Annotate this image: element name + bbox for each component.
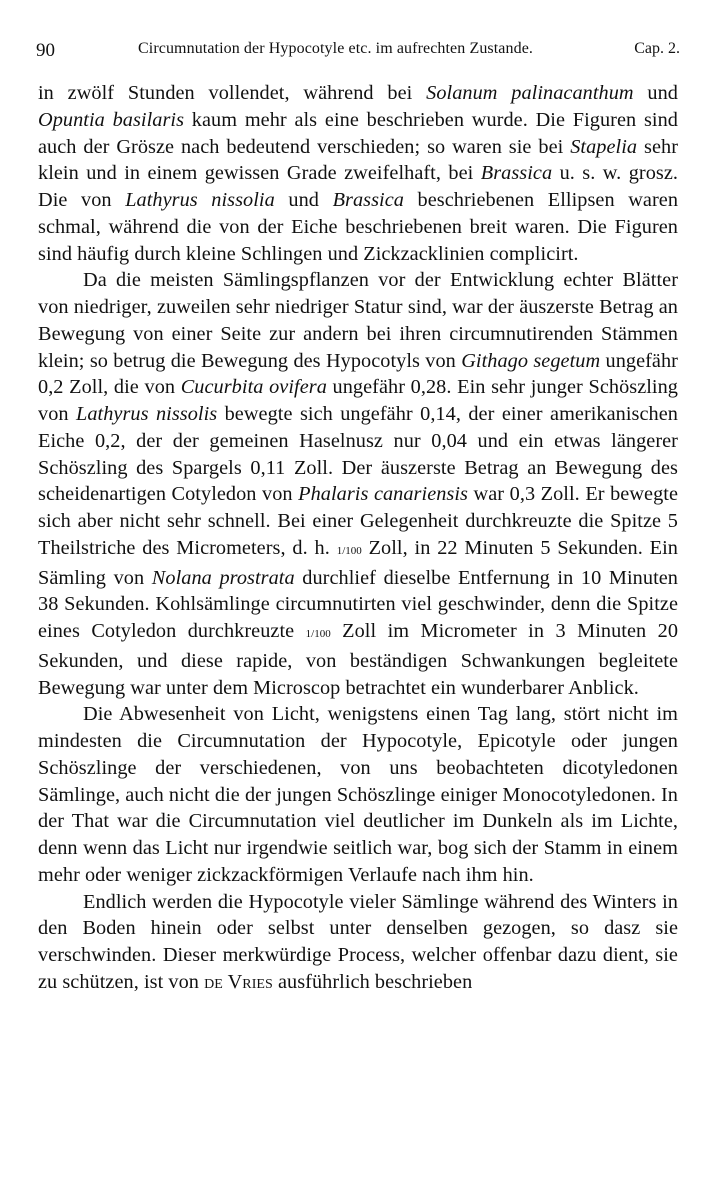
fraction: 1/100	[305, 628, 331, 640]
italic-term: Nolana prostrata	[151, 566, 295, 589]
running-header	[36, 34, 680, 64]
italic-term: Stapelia	[570, 135, 638, 158]
italic-term: Githago segetum	[461, 349, 601, 372]
author-name: de Vries	[204, 970, 273, 993]
italic-term: Lathyrus nissolia	[125, 189, 275, 211]
paragraph: Die Abwesenheit von Licht, wenigstens einen Tag lang, stört nicht im mindesten die Circumnutation der Hypocotyle, Epicotyle oder jungen Schöszlinge der verschiedenen, von uns beobachteten dicotyledonen Sämlinge, auch nicht die der jungen Schöszlinge einiger Monocotyledonen. In der That war die Circumnutation viel deutlicher im Dunkeln als im Lichte, denn wenn das Licht nur irgendwie seitlich war, bog sich der Stamm in einem mehr oder weniger zickzackförmigen Verlaufe nach ihm hin.	[38, 703, 678, 886]
paragraph: in zwölf Stunden vollendet, während bei Solanum palinacanthum und Opuntia basilaris kaum mehr als eine beschrieben wurde. Die Figuren sind auch der Grösze nach bedeutend verschieden; so waren sie bei Stapelia sehr klein und in einem gewissen Grade zweifelhaft, bei Brassica u. s. w. grosz. Die von Lathyrus nissolia und Brassica beschriebenen Ellipsen waren schmal, während die von der Eiche beschriebenen breit waren. Die Figuren sind häufig durch kleine Schlingen und Zickzacklinien complicirt.	[38, 82, 679, 265]
italic-term: Opuntia basilaris	[38, 108, 185, 131]
page-number: 90	[36, 40, 55, 61]
paragraph: Endlich werden die Hypocotyle vieler Sämlinge während des Winters in den Boden hinein oder selbst unter denselben gezogen, so dasz sie verschwinden. Dieser merkwürdige Process, welcher offenbar dazu dient, sie zu schützen, ist von de Vries ausführlich beschrieben	[38, 890, 678, 993]
italic-term: Cucurbita ovifera	[180, 376, 327, 399]
paragraph: Da die meisten Sämlingspflanzen vor der Entwicklung echter Blätter von niedriger, zuweilen sehr niedriger Statur sind, war der äuszerste Betrag an Bewegung von einer Seite zur andern bei ihren circumnutirenden Stämmen klein; so betrug die Bewegung des Hypocotyls von Githago segetum ungefähr 0,2 Zoll, die von Cucurbita ovifera ungefähr 0,28. Ein sehr junger Schöszling von Lathyrus nissolis bewegte sich ungefähr 0,14, der einer amerikanischen Eiche 0,2, der der gemeinen Haselnusz nur 0,04 und ein etwas längerer Schöszling des Spargels 0,11 Zoll. Der äuszerste Betrag an Bewegung des scheidenartigen Cotyledon von Phalaris canariensis war 0,3 Zoll. Er bewegte sich aber nicht sehr schnell. Bei einer Gelegenheit durchkreuzte die Spitze 5 Theilstriche des Micrometers, d. h. 1/100 Zoll, in 22 Minuten 5 Sekunden. Ein Sämling von Nolana prostrata durchlief dieselbe Entfernung in 10 Minuten 38 Sekunden. Kohlsämlinge circumnutirten viel geschwinder, denn die Spitze eines Cotyledon durchkreuzte 1/100 Zoll im Micrometer in 3 Minuten 20 Sekunden, und diese rapide, von beständigen Schwankungen begleitete Bewegung war unter dem Microscop betrachtet ein wunderbarer Anblick.	[38, 269, 679, 699]
italic-term: Solanum palinacanthum	[426, 82, 634, 104]
italic-term: Brassica	[480, 162, 553, 185]
italic-term: Lathyrus nissolis	[76, 403, 218, 425]
italic-term: Brassica	[332, 189, 404, 211]
running-title: Circumnutation der Hypocotyle etc. im aufrechten Zustande.	[138, 40, 534, 57]
italic-term: Phalaris canariensis	[298, 483, 469, 506]
fraction: 1/100	[336, 544, 362, 557]
body-text	[38, 80, 678, 996]
chapter-label: Cap. 2.	[634, 40, 680, 57]
